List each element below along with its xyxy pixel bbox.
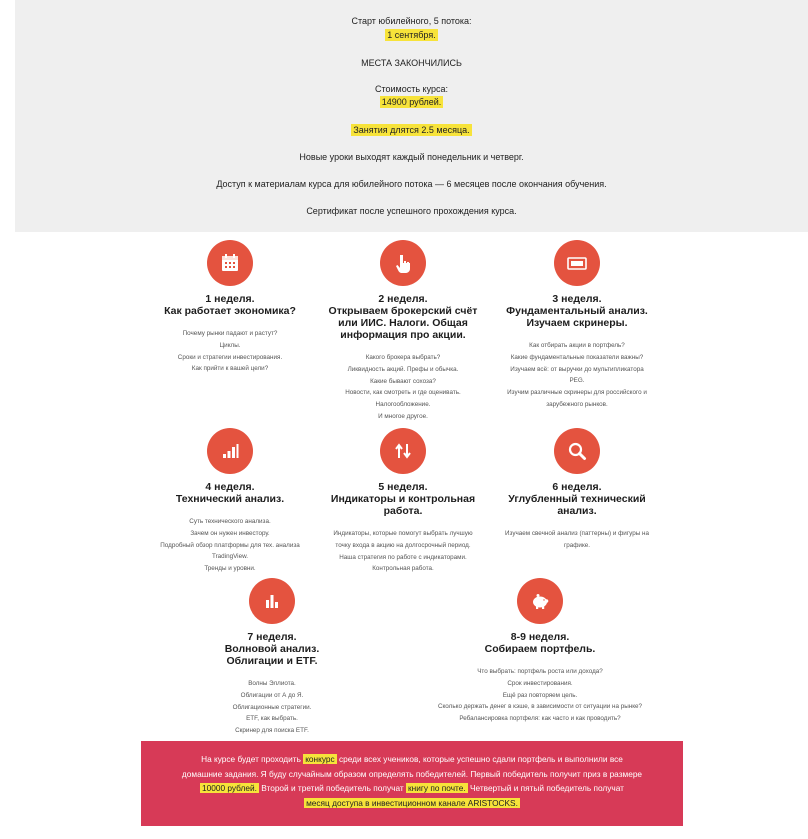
start-date: 1 сентября.: [387, 30, 436, 40]
week-1-description: Почему рынки падают и растут? Циклы. Сроки и стратегии инвестирования. Как прийти к вашей цели?: [177, 330, 283, 373]
search-icon: [554, 428, 600, 474]
week-8-9: [430, 578, 650, 728]
week-2-description: Какого брокера выбрать? Ликвидность акций. Префы и обычка. Какие бывают сохоза? Новости, как смотреть и где оценивать. Налогообложение. И многое другое.: [345, 354, 461, 420]
week-7-title-line2: Волновой анализ.: [224, 643, 320, 655]
course-info-panel: [15, 0, 808, 232]
week-6: [497, 428, 657, 558]
week-4-title-line2: Технический анализ.: [175, 493, 285, 505]
week-6-title-line2: Углубленный технический: [508, 493, 646, 505]
week-5: [323, 428, 483, 578]
week-4-title-line1: 4 неделя.: [205, 481, 255, 493]
up-down-arrows-icon: [380, 428, 426, 474]
week-1: [150, 240, 310, 380]
week-6-title-line3: анализ.: [557, 505, 597, 517]
week-5-description: Индикаторы, которые помогут выбрать лучшую точку входа в акцию на долгосрочный период. Наша стратегия по работе с индикаторами. Контрольная работа.: [333, 530, 473, 573]
week-7-title-line1: 7 неделя.: [247, 631, 297, 643]
week-3: [497, 240, 657, 410]
week-2-title-line2: Открываем брокерский счёт: [328, 305, 478, 317]
week-3-title-line1: 3 неделя.: [552, 293, 602, 305]
piggy-bank-icon: [517, 578, 563, 624]
contest-highlight: конкурс: [305, 754, 335, 764]
pointer-hand-icon: [380, 240, 426, 286]
lessons-schedule: Новые уроки выходят каждый понедельник и четверг.: [299, 152, 524, 162]
week-2-title-line3: или ИИС. Налоги. Общая: [338, 317, 468, 329]
week-5-title-line2: Индикаторы и контрольная: [330, 493, 476, 505]
week-3-description: Как отбирать акции в портфель? Какие фундаментальные показатели важны? Изучаем всё: от выручки до мультипликатора PEG. Изучим различные скринеры для российского и зарубежного рынков.: [507, 342, 647, 408]
week-7-description: Волны Эллиота. Облигации от А до Я. Облигационные стратегии. ETF, как выбрать. Скринер для поиска ETF.: [232, 680, 312, 735]
certificate: Сертификат после успешного прохождения курса.: [306, 206, 517, 216]
week-8-9-title-line2: Собираем портфель.: [484, 643, 596, 655]
week-6-description: Изучаем свечной анализ (паттерны) и фигуры на графике.: [505, 530, 649, 549]
price-value: 14900 рублей.: [381, 97, 442, 107]
price-label: Стоимость курса:: [374, 84, 448, 94]
seats-status: МЕСТА ЗАКОНЧИЛИСЬ: [361, 58, 462, 68]
week-3-title-line2: Фундаментальный анализ.: [506, 305, 648, 317]
screen-icon: [554, 240, 600, 286]
week-2-title-line4: информация про акции.: [340, 329, 466, 341]
week-8-9-description: Что выбрать: портфель роста или дохода? Срок инвестирования. Ещё раз повторяем цель. Сколько держать денег в кэше, в зависимости от ситуации на рынке? Ребалансировка портфеля: как часто и как проводить?: [437, 668, 643, 723]
week-2: [323, 240, 483, 430]
channel-access-prize: месяц доступа в инвестиционном канале ARISTOCKS.: [306, 797, 518, 808]
week-4: [150, 428, 310, 578]
duration: Занятия длятся 2.5 месяца.: [353, 125, 470, 135]
contest-banner: На курсе будет проходить конкурс среди всех учеников, которые успешно сдали портфель и выполнили все домашние задания. Я буду случайным образом определять победителей. Первый победитель получит приз в размере 10000 рублей. Второй и третий победитель получат книгу по почте. Четвертый и пятый победитель получат месяц доступа в инвестиционном канале ARISTOCKS.: [141, 741, 683, 826]
week-3-title-line3: Изучаем скринеры.: [526, 317, 628, 329]
week-5-title-line1: 5 неделя.: [378, 481, 428, 493]
week-1-title-line2: Как работает экономика?: [164, 305, 296, 317]
materials-access: Доступ к материалам курса для юбилейного потока — 6 месяцев после окончания обучения.: [216, 179, 607, 189]
bar-chart-icon: [249, 578, 295, 624]
week-7: [192, 578, 352, 735]
calendar-icon: [207, 240, 253, 286]
start-label: Старт юбилейного, 5 потока:: [351, 16, 472, 26]
prize-amount: 10000 рублей.: [202, 783, 257, 793]
week-8-9-title-line1: 8-9 неделя.: [510, 631, 570, 643]
week-6-title-line1: 6 неделя.: [552, 481, 602, 493]
week-2-title-line1: 2 неделя.: [378, 293, 428, 305]
bar-chart-icon: [207, 428, 253, 474]
book-prize: книгу по почте.: [408, 783, 466, 793]
week-1-title-line1: 1 неделя.: [205, 293, 255, 305]
week-4-description: Суть технического анализа. Зачем он нужен инвестору. Подробный обзор платформы для тех. анализа TradingView. Тренды и уровни.: [160, 518, 300, 573]
week-7-title-line3: Облигации и ETF.: [226, 655, 318, 667]
week-5-title-line3: работа.: [383, 505, 423, 517]
